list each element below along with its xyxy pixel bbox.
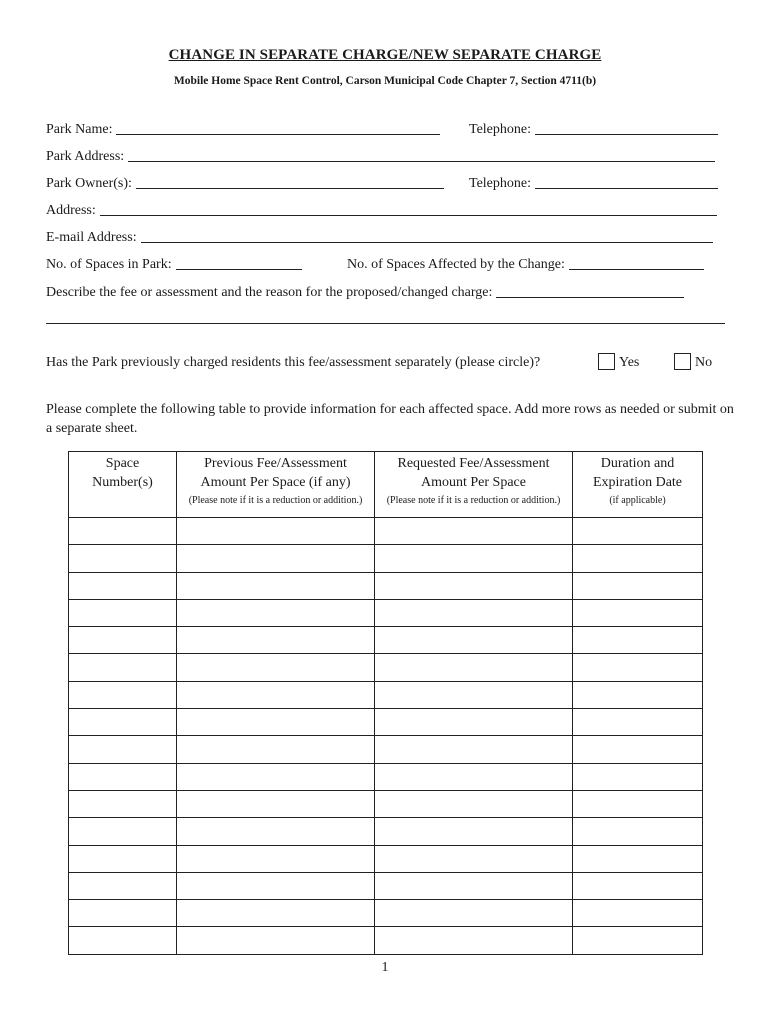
table-cell[interactable] xyxy=(69,763,177,790)
table-row xyxy=(69,736,703,763)
table-cell[interactable] xyxy=(69,681,177,708)
spaces-affected-row xyxy=(347,257,704,273)
table-cell[interactable] xyxy=(573,681,703,708)
col-header-space-number xyxy=(69,452,177,518)
email-label: E-mail Address: xyxy=(46,230,137,245)
email-field[interactable] xyxy=(141,242,713,243)
table-cell[interactable] xyxy=(69,709,177,736)
spaces-affected-label: No. of Spaces Affected by the Change: xyxy=(347,257,565,272)
col-header-line2: Amount Per Space xyxy=(421,475,526,490)
address-label: Address: xyxy=(46,203,96,218)
table-cell[interactable] xyxy=(177,927,375,954)
table-cell[interactable] xyxy=(375,681,573,708)
table-cell[interactable] xyxy=(177,790,375,817)
table-cell[interactable] xyxy=(573,654,703,681)
table-cell[interactable] xyxy=(375,845,573,872)
park-owners-field[interactable] xyxy=(136,188,444,189)
table-cell[interactable] xyxy=(573,627,703,654)
park-name-row xyxy=(46,122,440,138)
park-name-label: Park Name: xyxy=(46,122,113,137)
table-row xyxy=(69,627,703,654)
table-row xyxy=(69,681,703,708)
table-cell[interactable] xyxy=(573,518,703,545)
table-body xyxy=(69,518,703,955)
col-header-line1: Previous Fee/Assessment xyxy=(204,456,347,471)
col-header-line1: Space xyxy=(105,456,140,471)
col-header-line2: Amount Per Space (if any) xyxy=(200,475,351,490)
yes-label: Yes xyxy=(619,355,640,370)
table-cell[interactable] xyxy=(573,845,703,872)
park-address-label: Park Address: xyxy=(46,149,125,164)
col-header-line1: Requested Fee/Assessment xyxy=(397,456,550,471)
col-header-requested-fee xyxy=(375,452,573,518)
table-cell[interactable] xyxy=(177,818,375,845)
table-cell[interactable] xyxy=(375,927,573,954)
fee-description-field[interactable] xyxy=(496,297,684,298)
table-cell[interactable] xyxy=(573,599,703,626)
table-cell[interactable] xyxy=(177,736,375,763)
table-cell[interactable] xyxy=(177,627,375,654)
table-cell[interactable] xyxy=(69,627,177,654)
table-row xyxy=(69,872,703,899)
telephone-row-2 xyxy=(469,176,718,192)
table-cell[interactable] xyxy=(69,927,177,954)
table-cell[interactable] xyxy=(573,818,703,845)
table-cell[interactable] xyxy=(177,599,375,626)
form-title: CHANGE IN SEPARATE CHARGE/NEW SEPARATE CHARGE xyxy=(168,47,602,63)
email-row xyxy=(46,230,713,246)
no-checkbox[interactable] xyxy=(674,353,691,370)
table-row xyxy=(69,654,703,681)
table-cell[interactable] xyxy=(69,736,177,763)
table-cell[interactable] xyxy=(69,518,177,545)
spaces-in-park-field[interactable] xyxy=(176,269,302,270)
table-cell[interactable] xyxy=(69,654,177,681)
table-cell[interactable] xyxy=(69,845,177,872)
spaces-affected-field[interactable] xyxy=(569,269,704,270)
table-cell[interactable] xyxy=(375,709,573,736)
table-cell[interactable] xyxy=(375,654,573,681)
page-number: 1 xyxy=(381,960,389,975)
address-field[interactable] xyxy=(100,215,717,216)
table-cell[interactable] xyxy=(177,572,375,599)
table-row xyxy=(69,599,703,626)
table-cell[interactable] xyxy=(177,845,375,872)
col-header-note: (if applicable) xyxy=(609,495,666,506)
col-header-line2: Expiration Date xyxy=(592,475,683,490)
table-cell[interactable] xyxy=(177,872,375,899)
table-cell[interactable] xyxy=(177,763,375,790)
table-cell[interactable] xyxy=(573,736,703,763)
table-cell[interactable] xyxy=(375,790,573,817)
col-header-line1: Duration and xyxy=(600,456,675,471)
table-cell[interactable] xyxy=(573,763,703,790)
park-address-field[interactable] xyxy=(128,161,715,162)
table-cell[interactable] xyxy=(177,681,375,708)
table-cell[interactable] xyxy=(69,790,177,817)
previously-charged-question: Has the Park previously charged residents this fee/assessment separately (please circle)? xyxy=(46,355,541,370)
table-cell[interactable] xyxy=(375,545,573,572)
table-cell[interactable] xyxy=(375,627,573,654)
table-cell[interactable] xyxy=(375,900,573,927)
park-owners-label: Park Owner(s): xyxy=(46,176,132,191)
table-cell[interactable] xyxy=(375,872,573,899)
table-row xyxy=(69,545,703,572)
table-row xyxy=(69,709,703,736)
table-cell[interactable] xyxy=(573,790,703,817)
table-cell[interactable] xyxy=(177,654,375,681)
table-cell[interactable] xyxy=(573,900,703,927)
table-cell[interactable] xyxy=(573,872,703,899)
table-cell[interactable] xyxy=(69,872,177,899)
table-cell[interactable] xyxy=(573,927,703,954)
telephone-label-1: Telephone: xyxy=(469,122,531,137)
table-row xyxy=(69,927,703,954)
table-cell[interactable] xyxy=(573,545,703,572)
col-header-note: (Please note if it is a reduction or addition.) xyxy=(188,495,363,506)
park-address-row xyxy=(46,149,715,165)
table-cell[interactable] xyxy=(177,900,375,927)
fee-description-label: Describe the fee or assessment and the reason for the proposed/changed charge: xyxy=(46,285,493,300)
telephone-field-2[interactable] xyxy=(535,188,718,189)
table-cell[interactable] xyxy=(375,572,573,599)
table-cell[interactable] xyxy=(69,545,177,572)
telephone-label-2: Telephone: xyxy=(469,176,531,191)
table-header-row xyxy=(69,452,703,518)
table-cell[interactable] xyxy=(69,572,177,599)
telephone-field-1[interactable] xyxy=(535,134,718,135)
table-cell[interactable] xyxy=(177,709,375,736)
col-header-previous-fee xyxy=(177,452,375,518)
table-cell[interactable] xyxy=(375,818,573,845)
table-cell[interactable] xyxy=(573,572,703,599)
fee-description-row xyxy=(46,285,684,301)
table-row xyxy=(69,763,703,790)
address-row xyxy=(46,203,717,219)
table-row xyxy=(69,790,703,817)
table-cell[interactable] xyxy=(69,900,177,927)
form-subtitle: Mobile Home Space Rent Control, Carson Municipal Code Chapter 7, Section 4711(b) xyxy=(173,75,597,87)
table-cell[interactable] xyxy=(69,818,177,845)
no-label: No xyxy=(695,355,713,370)
telephone-row-1 xyxy=(469,122,718,138)
table-cell[interactable] xyxy=(69,599,177,626)
table-row xyxy=(69,818,703,845)
fee-description-continuation-line[interactable] xyxy=(46,323,725,324)
park-owners-row xyxy=(46,176,444,192)
table-cell[interactable] xyxy=(177,518,375,545)
table-cell[interactable] xyxy=(375,763,573,790)
yes-checkbox[interactable] xyxy=(598,353,615,370)
table-cell[interactable] xyxy=(573,709,703,736)
park-name-field[interactable] xyxy=(116,134,440,135)
spaces-in-park-label: No. of Spaces in Park: xyxy=(46,257,172,272)
table-row xyxy=(69,845,703,872)
table-instructions: Please complete the following table to provide information for each affected space. Add more rows as needed or submit on a separate sheet. xyxy=(46,402,734,436)
table-row xyxy=(69,572,703,599)
col-header-duration xyxy=(573,452,703,518)
table-cell[interactable] xyxy=(177,545,375,572)
col-header-note: (Please note if it is a reduction or addition.) xyxy=(386,495,561,506)
affected-spaces-table xyxy=(68,451,703,955)
spaces-in-park-row xyxy=(46,257,302,273)
table-cell[interactable] xyxy=(375,599,573,626)
col-header-line2: Number(s) xyxy=(92,475,153,490)
table-row xyxy=(69,900,703,927)
table-cell[interactable] xyxy=(375,736,573,763)
table-cell[interactable] xyxy=(375,518,573,545)
table-row xyxy=(69,518,703,545)
